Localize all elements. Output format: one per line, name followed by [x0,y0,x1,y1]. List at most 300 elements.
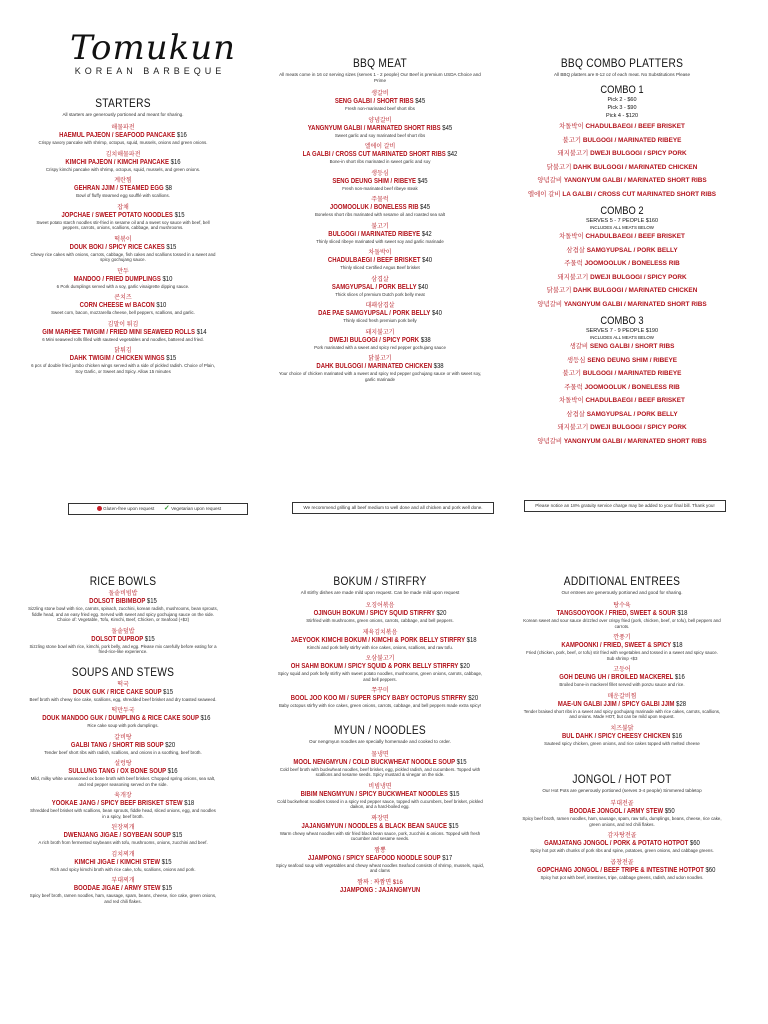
starters-section [28,96,218,379]
item-description: Cold buckwheat noodles tossed in a spicy red pepper sauce, topped with cucumbers, beef brisket, pickled daikon, and a hard-boiled egg. [277,798,483,809]
item-name [42,715,211,723]
item-title: DAE PAE SAMGYUPSAL / PORK BELLY [318,310,431,317]
combo-row [522,230,722,244]
item-korean: 엘에이 갈비 [364,144,396,150]
item-title: BOOL JOO KOO MI / SUPER SPICY BABY OCTOPUS STIRFRY [290,695,467,702]
item-price: $15 [166,243,177,251]
item-title: KAMPOONKI / FRIED, SWEET & SPICY [561,642,672,649]
menu-item [275,847,485,874]
section-title: JONGOL / HOT POT [572,772,672,786]
item-price: $16 [176,132,187,139]
combo-row [522,367,722,381]
item-description: Spicy seafood soup with vegetables and chewy wheat noodles Seafood consists of shrimp, mussels, squid, and clams [275,862,485,873]
item-korean: 부대찌개 [111,878,135,884]
item-description: 6 Mini seaweed rolls filled with sauteed vegetables and noodles, battered and fried. [42,336,204,342]
item-name [291,823,470,831]
item-korean: 돌솥덮밥 [111,628,135,635]
item-price: $15 [174,211,185,219]
item-korean: 짜장면 [371,815,389,822]
row-korean: 돼지불고기 [557,424,589,431]
item-price: $42 [447,151,458,158]
item-name [42,768,204,776]
item-korean: 콘치즈 [114,295,132,301]
item-description: Sweet potato starch noodles stir-fried in sesame oil and a sweet soy sauce with beef, bell peppers, carrots, onions, scallions, cabbage, and mushrooms. [36,219,210,230]
gluten-free-icon [97,506,102,511]
menu-item [28,877,218,904]
item-description: Stirfried with mushrooms, green onions, carrots, cabbage, and bell peppers. [306,618,454,623]
section-title: BBQ COMBO PLATTERS [560,56,684,70]
item-name [42,276,204,284]
item-name [291,610,470,618]
item-title: DAHK TWIGIM / CHICKEN WINGS [69,355,165,362]
item-name [290,636,477,645]
menu-item [275,815,485,842]
item-description: Kimchi and pork belly stirfry with rice cakes, onions, scallions, and raw tofu. [306,644,454,650]
menu-item [522,832,722,854]
item-price: $16 [674,674,685,681]
item-description: Thinly sliced fresh premium pork belly [343,318,417,323]
row-korean: 생등심 [566,356,586,364]
row-korean: 주물럭 [564,383,583,391]
item-title: DWEJI BULGOGI / SPICY PORK [329,336,420,344]
row-korean: 닭불고기 [546,287,572,294]
item-price: $14 [196,328,207,336]
combo1-list [522,120,722,201]
row-korean: 생갈비 [569,343,589,350]
bokum-list [275,602,485,709]
section-note: All meats come in 16 oz serving sizes (serves 1 - 2 people) Our Beef is premium USDA Choice and Prime [279,72,481,83]
combo1-price: Pick 2 - $60 [607,97,637,103]
item-title: JAJANGMYUN / NOODLES & BLACK BEAN SAUCE [301,822,447,830]
item-korean: 오징어볶음 [365,603,395,609]
item-name [291,257,470,265]
menu-item [28,851,218,873]
item-name [291,363,470,371]
item-description: Sizzling stone bowl with rice, kimchi, pork belly, and egg. Please mix carefully before eating for a fried-rice-like experience. [29,643,217,654]
item-price: $15 [449,790,460,798]
combo1-price: Pick 3 - $90 [607,105,637,111]
item-price: $15 [448,822,459,830]
row-korean: 차돌박이 [559,123,584,130]
item-description: Beef broth with chewy rice cake, scallions, egg, shredded beef brisket and dry toasted seaweed. [29,696,217,702]
item-price: $20 [468,695,479,702]
item-price: $15 [166,355,177,362]
item-korean: 쭈꾸미 [371,688,389,694]
menu-item [522,725,722,747]
menu-item [522,666,722,688]
row-name: SENG DEUNG SHIM / RIBEYE [587,356,678,364]
item-title: OH SAHM BOKUM / SPICY SQUID & PORK BELLY STIRFRY [290,663,459,670]
section-title: BOKUM / STIRFRY [333,574,427,588]
item-title: BUL DAHK / SPICY CHEESY CHICKEN [561,732,671,740]
item-title: BOODAE JONGOL / ARMY STEW [569,808,664,815]
item-name [537,674,707,682]
menu-item [275,783,485,810]
item-price: $10 [162,275,173,283]
item-korean: 떡만두국 [111,708,135,714]
soups-list [28,681,218,905]
item-price: $15 [146,598,157,605]
item-description: Tender beef short ribs with radish, scallions, and onions in a soothing, beef broth. [44,749,202,755]
item-description: Korean sweet and sour sauce drizzled over crispy fried (pork, chicken, beef, or tofu), bell peppers and carrots. [523,618,721,629]
section-note: Our Hot Pots are generously portioned (serves 3-4 people) Simmered tabletop [542,788,702,793]
item-description: Sweet corn, bacon, mozzarella cheese, bell peppers, scallions, and garlic. [51,310,195,315]
item-name [42,302,204,310]
myun-list [275,751,485,874]
item-price: $18 [466,636,477,644]
item-name [42,598,204,606]
menu-item [28,294,218,316]
menu-item [275,223,485,245]
section-note: All BBQ platters are 8-12 oz of each meat. No Substitutions Please [553,72,691,77]
item-name [291,204,470,212]
combo-section [522,56,722,448]
row-korean: 차돌박이 [559,233,584,240]
item-title: GOPCHANG JONGOL / BEEF TRIPE & INTESTINE HOTPOT [537,866,704,874]
item-price: $15 [172,832,183,839]
item-price: $42 [421,230,432,238]
item-name [42,185,204,193]
item-title: CORN CHEESE w/ BACON [79,302,155,309]
menu-item [275,629,485,651]
item-price: $40 [422,257,433,264]
section-note: All stirfry dishes are made mild upon request. Can be made mild upon request [300,590,460,595]
combo2-includes: INCLUDES ALL MEATS BELOW [590,225,654,230]
row-name: DWEJI BULGOGI / SPICY PORK [590,424,687,431]
item-price: $38 [433,363,444,370]
item-price: $45 [442,124,453,132]
menu-item [28,321,218,343]
row-name: BULGOGI / MARINATED RIBEYE [582,136,682,144]
item-korean: 감자탕전골 [607,833,637,839]
section-title: STARTERS [95,96,151,110]
row-korean: 돼지불고기 [557,273,589,281]
vegetarian-icon: ✓ [163,505,170,512]
combo-row [522,244,722,258]
item-name [291,98,470,106]
row-korean: 양념갈비 [537,177,563,184]
gratuity-note-box: Please notice an 18% gratuity service charge may be added to your final bill. Thank you! [524,500,726,512]
item-description: Thick slices of premium Dutch pork belly meat [335,291,425,297]
item-description: Fresh non-marinated beef short ribs [345,106,415,111]
row-korean: 주물럭 [564,260,583,267]
item-name [42,832,204,840]
menu-item [28,590,218,623]
item-title: JOOMOOLUK / BONELESS RIB [329,204,419,211]
row-korean: 돼지불고기 [557,150,589,157]
item-title: GOH DEUNG UH / BROILED MACKEREL [559,674,674,681]
item-name [291,151,470,159]
item-korean: 물냉면 [371,751,389,758]
row-name: YANGNYUM GALBI / MARINATED SHORT RIBS [563,437,707,445]
item-name [290,695,479,703]
item-name [42,800,204,808]
item-name [42,859,204,867]
menu-item [275,879,485,895]
grilling-note-box: We recommend grilling all beef medium to well done and all chicken and pork well done. [292,502,494,514]
section-note: Our entrees are generously portioned and good for sharing. [561,590,683,595]
item-description: Tender braised short ribs in a sweet and spicy gochujang marinade with rice cakes, carrots, scallions, and onions. Made HOT, but can be mild upon request. [523,708,721,719]
item-price: $20 [165,741,176,749]
row-korean: 불고기 [562,370,582,377]
item-korean: 주물럭 [371,197,389,203]
item-korean: 치즈불닭 [610,725,634,732]
item-price: $15 [163,688,174,696]
item-name [42,742,204,750]
legend-vegetarian: Vegetarian upon request [171,506,222,511]
menu-item [28,204,218,231]
item-korean: 해물파전 [111,125,135,131]
item-korean: 계란찜 [114,178,132,184]
menu-item [275,655,485,682]
item-description: Fried (chicken, pork, beef, or tofu) stir fried with vegetables and tossed in a sweet and spicy sauce. Sub shrimp +$3 [526,650,718,661]
menu-item [522,634,722,661]
row-korean: 엘에이 갈비 [527,190,561,198]
item-title: MANDOO / FRIED DUMPLINGS [73,275,161,283]
item-title: JAEYOOK KIMCHI BOKUM / KIMCHI & PORK BELLY STIRFRY [290,636,465,644]
combo-row [522,421,722,435]
item-name [537,840,707,848]
item-price: $16 [170,158,181,166]
item-title: DOUK BOKI / SPICY RICE CAKES [69,243,165,251]
combo-row [522,394,722,408]
item-name [291,284,470,292]
section-note: Our nengmyun noodles are specially homemade and cooked to order. [309,738,451,744]
item-title: JOPCHAE / SWEET POTATO NOODLES [61,211,173,219]
menu-item [275,751,485,778]
item-name [291,663,470,671]
item-korean: 닭튀김 [114,348,132,354]
item-korean: 탕수육 [613,603,631,609]
item-name [291,791,470,799]
item-description: Warm chewy wheat noodles with stir fried black bean sauce, pork, zucchini & onions. Topped with fresh cucumber and sesame seeds. [279,830,481,841]
menu-item [28,151,218,173]
row-korean: 닭불고기 [546,163,572,171]
restaurant-logo [70,28,237,76]
item-name [537,866,716,875]
combo-row [522,134,722,148]
item-name [42,328,207,337]
combo-row [522,174,722,188]
item-price: $20 [436,610,447,617]
bbq-list [275,90,485,382]
combo-row [522,354,722,368]
item-description: Boneless short ribs marinated with sesame oil and roasted sea salt [314,212,446,217]
menu-item [522,859,722,881]
item-price: $18 [672,642,683,649]
menu-item [275,249,485,271]
section-title: RICE BOWLS [89,574,157,588]
combo2-list [522,230,722,311]
menu-item [28,824,218,846]
menu-item [275,117,485,139]
menu-item [275,90,485,112]
row-korean: 양념갈비 [537,437,563,445]
item-title: CHADULBAEGI / BEEF BRISKET [327,257,421,264]
item-name [291,855,470,863]
item-title: SENG DEUNG SHIM / RIBEYE [332,177,417,185]
item-title: DAHK BULGOGI / MARINATED CHICKEN [316,363,432,370]
row-korean: 차돌박이 [559,397,584,404]
item-name [537,701,707,709]
item-korean: 깐풍기 [613,635,631,641]
menu-item [275,276,485,298]
item-price: $15 [456,758,467,766]
item-name [42,212,204,220]
item-korean: 생등심 [371,170,389,177]
item-price: $16 [672,732,683,740]
row-name: CHADULBAEGI / BEEF BRISKET [585,233,685,240]
item-korean: 떡국 [117,681,129,688]
item-title: SAMGYUPSAL / PORK BELLY [331,283,417,291]
menu-item [522,800,722,827]
item-title: GAMJATANG JONGOL / PORK & POTATO HOTPOT [544,840,689,847]
item-description: Bone-in short ribs marinated in sweet garlic and soy [329,159,431,164]
section-note: All starters are generously portioned and meant for sharing. [62,112,184,117]
item-korean: 김치찌개 [111,851,135,858]
item-title: KIMCHI JIGAE / KIMCHI STEW [74,858,161,866]
item-title: OJINGUH BOKUM / SPICY SQUID STIRFRY [313,610,435,617]
menu-item [28,707,218,729]
item-price: $60 [705,866,716,874]
menu-item [28,124,218,146]
item-description: Rice cake soup with pork dumplings. [87,723,159,728]
item-title: KIMCHI PAJEON / KIMCHI PANCAKE [65,158,169,166]
item-title: YOOKAE JANG / SPICY BEEF BRISKET STEW [51,800,183,807]
item-korean: 닭불고기 [368,356,392,362]
item-korean: 제육김치볶음 [362,629,398,636]
item-description: Mild, milky white unseasoned ox bone broth with beef brisket. Chopped spring onions, sea salt, and red pepper seasoning served on the side. [30,776,216,787]
item-title: DOUK MANDOO GUK / DUMPLING & RICE CAKE SOUP [42,715,199,722]
item-name [291,231,470,239]
item-title: MAE-UN GALBI JJIM / SPICY GALBI JJIM [557,700,675,708]
item-name [42,132,204,140]
additional-list [522,602,722,746]
combo2-title: COMBO 2 [600,205,644,217]
item-title: SENG GALBI / SHORT RIBS [334,98,414,105]
item-korean: 짬짜 : 짜짬면 $16 [357,879,403,886]
combo1-price: Pick 4 - $120 [605,113,639,119]
item-title: MOOL NENGMYUN / COLD BUCKWHEAT NOODLE SOUP [293,758,456,766]
item-name [291,337,470,345]
item-price: $45 [417,177,428,185]
item-description: 6 Pork dumplings served with a soy, garlic vinaigrette dipping sauce. [56,283,190,289]
item-title: DOLSOT BIBIMBOP [89,598,146,605]
item-name [537,610,707,618]
item-description: Thinly sliced Certified Angus Beef brisket [340,265,420,270]
menu-item [275,687,485,709]
additional-section [522,574,722,885]
combo-row [522,271,722,285]
combo-row [522,298,722,312]
item-korean: 설렁탕 [114,761,132,767]
item-korean: 김말이 튀김 [107,321,139,328]
item-name [42,159,204,167]
item-title: SULLUNG TANG / OX BONE SOUP [68,768,167,775]
item-price: $60 [689,840,700,847]
menu-item [28,236,218,263]
item-name [291,125,470,133]
item-korean: 곱창전골 [610,859,634,866]
item-description: A rich broth from fermented soybeans with tofu, mushrooms, onions, zucchini and beef. [38,840,208,845]
item-title: HAEMUL PAJEON / SEAFOOD PANCAKE [59,132,176,139]
menu-item [522,602,722,629]
menu-item [28,347,218,374]
item-price: $40 [418,283,429,291]
logo-script: Tomukun [70,28,237,68]
item-description: Crispy savory pancake with shrimp, octopus, squid, mussels, onions and green onions. [38,140,208,145]
row-name: CHADULBAEGI / BEEF BRISKET [585,397,685,404]
bokum-section [275,574,485,900]
menu-item [28,628,218,655]
menu-item [275,329,485,351]
item-name [291,759,470,767]
item-korean: 불고기 [371,223,389,230]
item-title: TANGSOOYOOK / FRIED, SWEET & SOUR [556,610,676,617]
row-name: LA GALBI / CROSS CUT MARINATED SHORT RIBS [562,190,717,198]
row-name: BULGOGI / MARINATED RIBEYE [582,370,682,377]
item-korean: 비빔냉면 [368,783,392,790]
item-name [42,885,204,893]
section-title: SOUPS AND STEWS [71,664,175,679]
item-korean: 잡채 [117,204,129,211]
item-korean: 매운갈비찜 [607,693,637,700]
row-name: YANGNYUM GALBI / MARINATED SHORT RIBS [563,300,707,308]
menu-item [275,143,485,165]
row-name: YANGNYUM GALBI / MARINATED SHORT RIBS [563,177,707,184]
item-price: $8 [165,185,172,192]
rice-list [28,590,218,655]
item-korean: 갈비탕 [114,734,132,741]
item-price: $50 [664,808,675,815]
menu-item [275,355,485,382]
item-description: Sauteed spicy chicken, green onions, and rice cakes topped with melted cheese [544,740,700,746]
item-price: $40 [431,310,442,317]
item-description: Sizzling stone bowl with rice, carrots, spinach, zucchini, korean radish, mushrooms, bean sprouts, fiddle head, and an easy fried egg. Served with sweet and spicy gochujang sauce on the side. Choice of: Vegetable, Tofu, Kimchi, Beef, Chicken, or Seafood (+$2) [28,606,218,622]
item-korean: 부대전골 [610,801,634,807]
row-name: DAHK BULGOGI / MARINATED CHICKEN [573,287,698,294]
item-korean: 된장찌개 [111,825,135,831]
item-title: GALBI TANG / SHORT RIB SOUP [70,741,164,749]
item-price: $10 [156,302,167,309]
item-description: Shredded beef brisket with scallions, bean sprouts, fiddle head, sliced onions, egg, and noodles in a spicy, beef broth. [30,808,216,819]
item-korean: 돌솥비빔밥 [108,591,138,597]
combo-row [522,188,722,202]
item-price: $18 [677,610,688,617]
item-name [42,244,204,252]
bbq-meat-section [275,56,485,387]
item-description: Crispy kimchi pancake with shrimp, octopus, squid, mussels, and green onions. [45,166,201,172]
row-name: SAMGYUPSAL / PORK BELLY [586,410,678,418]
item-price: $16 [200,715,211,722]
item-title: DOLSOT DUPBOP [91,635,144,643]
combo3-title: COMBO 3 [600,315,644,327]
menu-item [275,302,485,324]
item-price: $18 [184,800,195,807]
row-korean: 불고기 [562,136,582,144]
item-price: $45 [420,204,431,211]
item-title: DOUK GUK / RICE CAKE SOUP [72,688,162,696]
item-price: $38 [420,336,431,344]
item-name [537,808,707,816]
item-description: Your choice of chicken marinated with a sweet and spicy red pepper gochujang sauce or with sweet soy, garlic marinade [278,371,482,382]
menu-item [275,602,485,624]
row-korean: 삼겹살 [566,410,585,418]
combo-row [522,120,722,134]
menu-item [28,760,218,787]
item-korean: 차돌박이 [368,250,392,256]
item-title: JJAMPONG / SPICY SEAFOOD NOODLE SOUP [307,854,441,862]
